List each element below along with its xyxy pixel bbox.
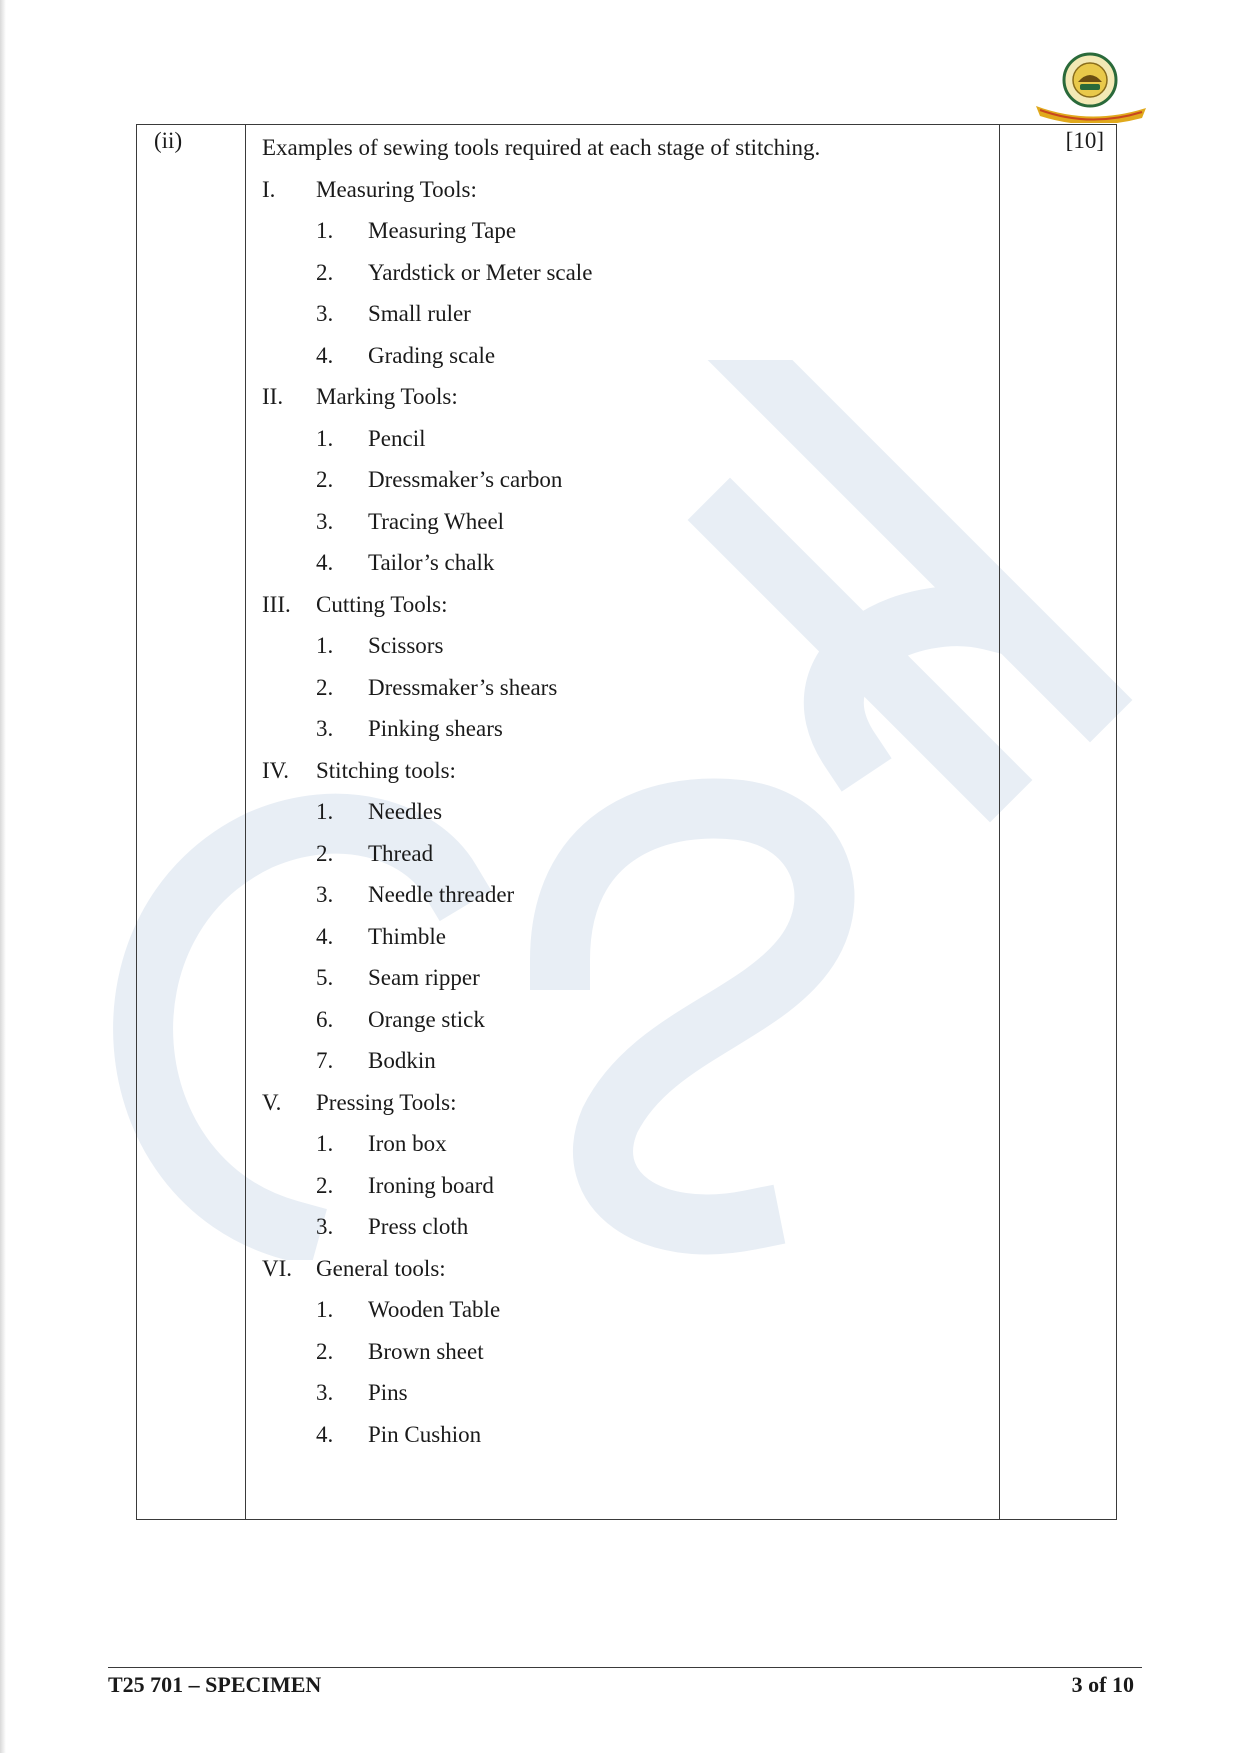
item-text: Pencil — [368, 425, 426, 451]
list-item — [262, 210, 999, 252]
cisce-emblem-icon — [1030, 48, 1150, 123]
answer-content-cell — [246, 125, 1000, 1520]
group-heading — [262, 1248, 999, 1290]
list-item — [262, 916, 999, 958]
item-number: 1. — [316, 218, 334, 243]
group-heading — [262, 1082, 999, 1124]
item-text: Tracing Wheel — [368, 508, 505, 534]
item-number: 6. — [316, 1006, 334, 1032]
list-item — [262, 252, 999, 294]
item-number: 4. — [316, 1421, 334, 1447]
answer-content — [246, 125, 999, 1455]
item-text: Tailor’s chalk — [368, 550, 495, 575]
list-item — [262, 1123, 999, 1165]
item-text: Ironing board — [368, 1172, 494, 1198]
item-text: Dressmaker’s shears — [368, 674, 558, 700]
list-item — [262, 708, 999, 750]
list-item — [262, 335, 999, 377]
group-marking-tools — [262, 376, 999, 584]
item-number: 3. — [316, 1214, 334, 1239]
item-text: Measuring Tape — [368, 218, 517, 243]
list-item — [262, 874, 999, 916]
item-number: 1. — [316, 1297, 334, 1322]
item-text: Dressmaker’s carbon — [368, 467, 563, 492]
item-text: Thimble — [368, 923, 446, 949]
group-title: Cutting Tools: — [316, 591, 448, 617]
item-number: 2. — [316, 674, 334, 700]
group-title: General tools: — [316, 1255, 446, 1281]
list-item — [262, 1206, 999, 1248]
item-number: 4. — [316, 342, 334, 368]
marks-value: [10] — [1065, 128, 1104, 153]
marks-cell — [1000, 125, 1117, 1520]
list-item — [262, 1372, 999, 1414]
list-item — [262, 1331, 999, 1373]
item-number: 3. — [316, 882, 334, 907]
group-heading — [262, 169, 999, 211]
group-stitching-tools — [262, 750, 999, 1082]
list-item — [262, 1165, 999, 1207]
item-number: 1. — [316, 425, 334, 451]
group-title: Marking Tools: — [316, 384, 458, 409]
item-text: Pinking shears — [368, 716, 503, 741]
item-number: 2. — [316, 840, 334, 866]
item-text: Wooden Table — [368, 1297, 501, 1322]
group-heading — [262, 584, 999, 626]
group-heading — [262, 750, 999, 792]
list-item — [262, 1040, 999, 1082]
item-number: 3. — [316, 301, 334, 326]
list-item — [262, 957, 999, 999]
item-text: Needles — [368, 799, 443, 824]
group-general-tools — [262, 1248, 999, 1456]
group-numeral: I. — [262, 176, 276, 202]
list-item — [262, 999, 999, 1041]
item-number: 1. — [316, 633, 334, 658]
group-title: Measuring Tools: — [316, 176, 477, 202]
list-item — [262, 293, 999, 335]
item-number: 4. — [316, 923, 334, 949]
group-numeral: V. — [262, 1089, 282, 1115]
list-item — [262, 501, 999, 543]
paper-code: T25 701 – SPECIMEN — [108, 1672, 322, 1697]
group-title: Stitching tools: — [316, 757, 456, 783]
group-numeral: II. — [262, 384, 284, 409]
item-number: 2. — [316, 259, 334, 285]
question-number: (ii) — [154, 128, 183, 153]
item-number: 1. — [316, 1131, 334, 1156]
group-heading — [262, 376, 999, 418]
answer-table — [136, 124, 1117, 1520]
item-text: Thread — [368, 840, 434, 866]
list-item — [262, 625, 999, 667]
item-number: 3. — [316, 1380, 334, 1405]
footer-divider — [108, 1667, 1142, 1668]
item-text: Brown sheet — [368, 1338, 484, 1364]
list-item — [262, 833, 999, 875]
list-item — [262, 542, 999, 584]
item-text: Seam ripper — [368, 965, 480, 990]
item-text: Orange stick — [368, 1006, 485, 1032]
item-text: Pins — [368, 1380, 408, 1405]
group-title: Pressing Tools: — [316, 1089, 457, 1115]
item-text: Needle threader — [368, 882, 515, 907]
item-text: Press cloth — [368, 1214, 469, 1239]
scan-edge — [0, 0, 6, 1753]
group-numeral: III. — [262, 591, 291, 617]
question-number-cell — [137, 125, 246, 1520]
group-measuring-tools — [262, 169, 999, 377]
item-number: 5. — [316, 965, 334, 990]
item-number: 7. — [316, 1048, 334, 1073]
item-number: 2. — [316, 1338, 334, 1364]
item-text: Yardstick or Meter scale — [368, 259, 593, 285]
page-number: 3 of 10 — [1071, 1672, 1134, 1697]
list-item — [262, 418, 999, 460]
item-text: Bodkin — [368, 1048, 436, 1073]
group-pressing-tools — [262, 1082, 999, 1248]
list-item — [262, 1289, 999, 1331]
list-item — [262, 459, 999, 501]
answer-intro: Examples of sewing tools required at each stage of stitching. — [262, 135, 821, 160]
item-number: 3. — [316, 716, 334, 741]
group-numeral: IV. — [262, 757, 290, 783]
item-text: Small ruler — [368, 301, 471, 326]
list-item — [262, 791, 999, 833]
item-text: Grading scale — [368, 342, 496, 368]
item-text: Pin Cushion — [368, 1421, 482, 1447]
group-numeral: VI. — [262, 1255, 293, 1281]
item-number: 4. — [316, 550, 334, 575]
item-number: 3. — [316, 508, 334, 534]
item-number: 1. — [316, 799, 334, 824]
item-text: Scissors — [368, 633, 444, 658]
list-item — [262, 667, 999, 709]
item-number: 2. — [316, 1172, 334, 1198]
group-cutting-tools — [262, 584, 999, 750]
item-number: 2. — [316, 467, 334, 492]
answer-row — [137, 125, 1117, 1520]
list-item — [262, 1414, 999, 1456]
item-text: Iron box — [368, 1131, 447, 1156]
